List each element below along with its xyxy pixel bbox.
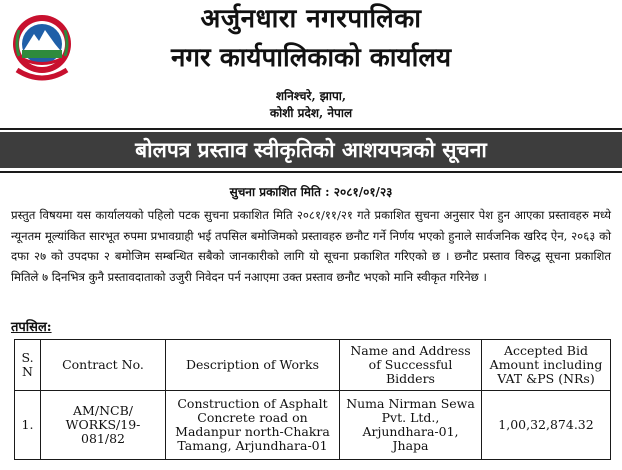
cell-sn: 1. — [15, 391, 41, 460]
header-contract-no: Contract No. — [41, 340, 166, 391]
published-date — [0, 183, 622, 200]
notice-title: बोलपत्र प्रस्ताव स्वीकृतिको आशयपत्रको सूचना — [0, 132, 622, 168]
header-description: Description of Works — [166, 340, 340, 391]
cell-bidder: Numa Nirman Sewa Pvt. Ltd., Arjundhara-01, Jhapa — [340, 391, 482, 460]
office-name: नगर कार्यपालिकाको कार्यालय — [170, 43, 452, 73]
address-line-2: कोशी प्रदेश, नेपाल — [269, 106, 353, 120]
bids-table — [14, 339, 611, 460]
header-bidder: Name and Address of Successful Bidders — [340, 340, 482, 391]
banner-bottom-rule — [0, 171, 622, 173]
cell-contract-no: AM/NCB/ WORKS/19-081/82 — [41, 391, 166, 460]
municipality-name: अर्जुनधारा नगरपालिका — [200, 4, 422, 34]
header-amount: Accepted Bid Amount including VAT &PS (NRs) — [482, 340, 611, 391]
notice-body: प्रस्तुत विषयमा यस कार्यालयको पहिलो पटक सुचना प्रकाशित मिति २०८१/११/२१ गते प्रकाशित सुचना अनुसार पेश हुन आएका प्रस्तावहरु मध्ये न्यूनतम मूल्यांकित सारभूत रुपमा प्रभावग्राही भई तपसिल बमोजिमको प्रस्तावहरु छनौट गर्ने निर्णय भएको हुनाले सार्वजनिक खरिद ऐन, २०६३ को दफा २७ को उपदफा २ बमोजिम सम्बन्धित सबैको जानकारीको लागि यो सूचना प्रकाशित गरिएको छ । छनौट प्रस्ताव विरुद्ध सूचना प्रकाशित मितिले ७ दिनभित्र कुनै प्रस्तावदाताको उजुरी निवेदन पर्न नआएमा उक्त प्रस्ताव छनौट भएको मानि स्वीकृत गरिनेछ । — [11, 208, 611, 284]
published-date-label: सुचना प्रकाशित मिति : — [229, 185, 330, 199]
table-header-row — [15, 340, 611, 391]
cell-amount: 1,00,32,874.32 — [482, 391, 611, 460]
banner-top-rule — [0, 128, 622, 130]
published-date-value: २०८१/०१/२३ — [333, 185, 393, 199]
table-row — [15, 391, 611, 460]
cell-description: Construction of Asphalt Concrete road on Madanpur north-Chakra Tamang, Arjundhara-01 — [166, 391, 340, 460]
header-sn: S. N — [15, 340, 41, 391]
details-heading: तपसिल: — [11, 320, 52, 335]
address-line-1: शनिश्चरे, झापा, — [275, 89, 347, 103]
